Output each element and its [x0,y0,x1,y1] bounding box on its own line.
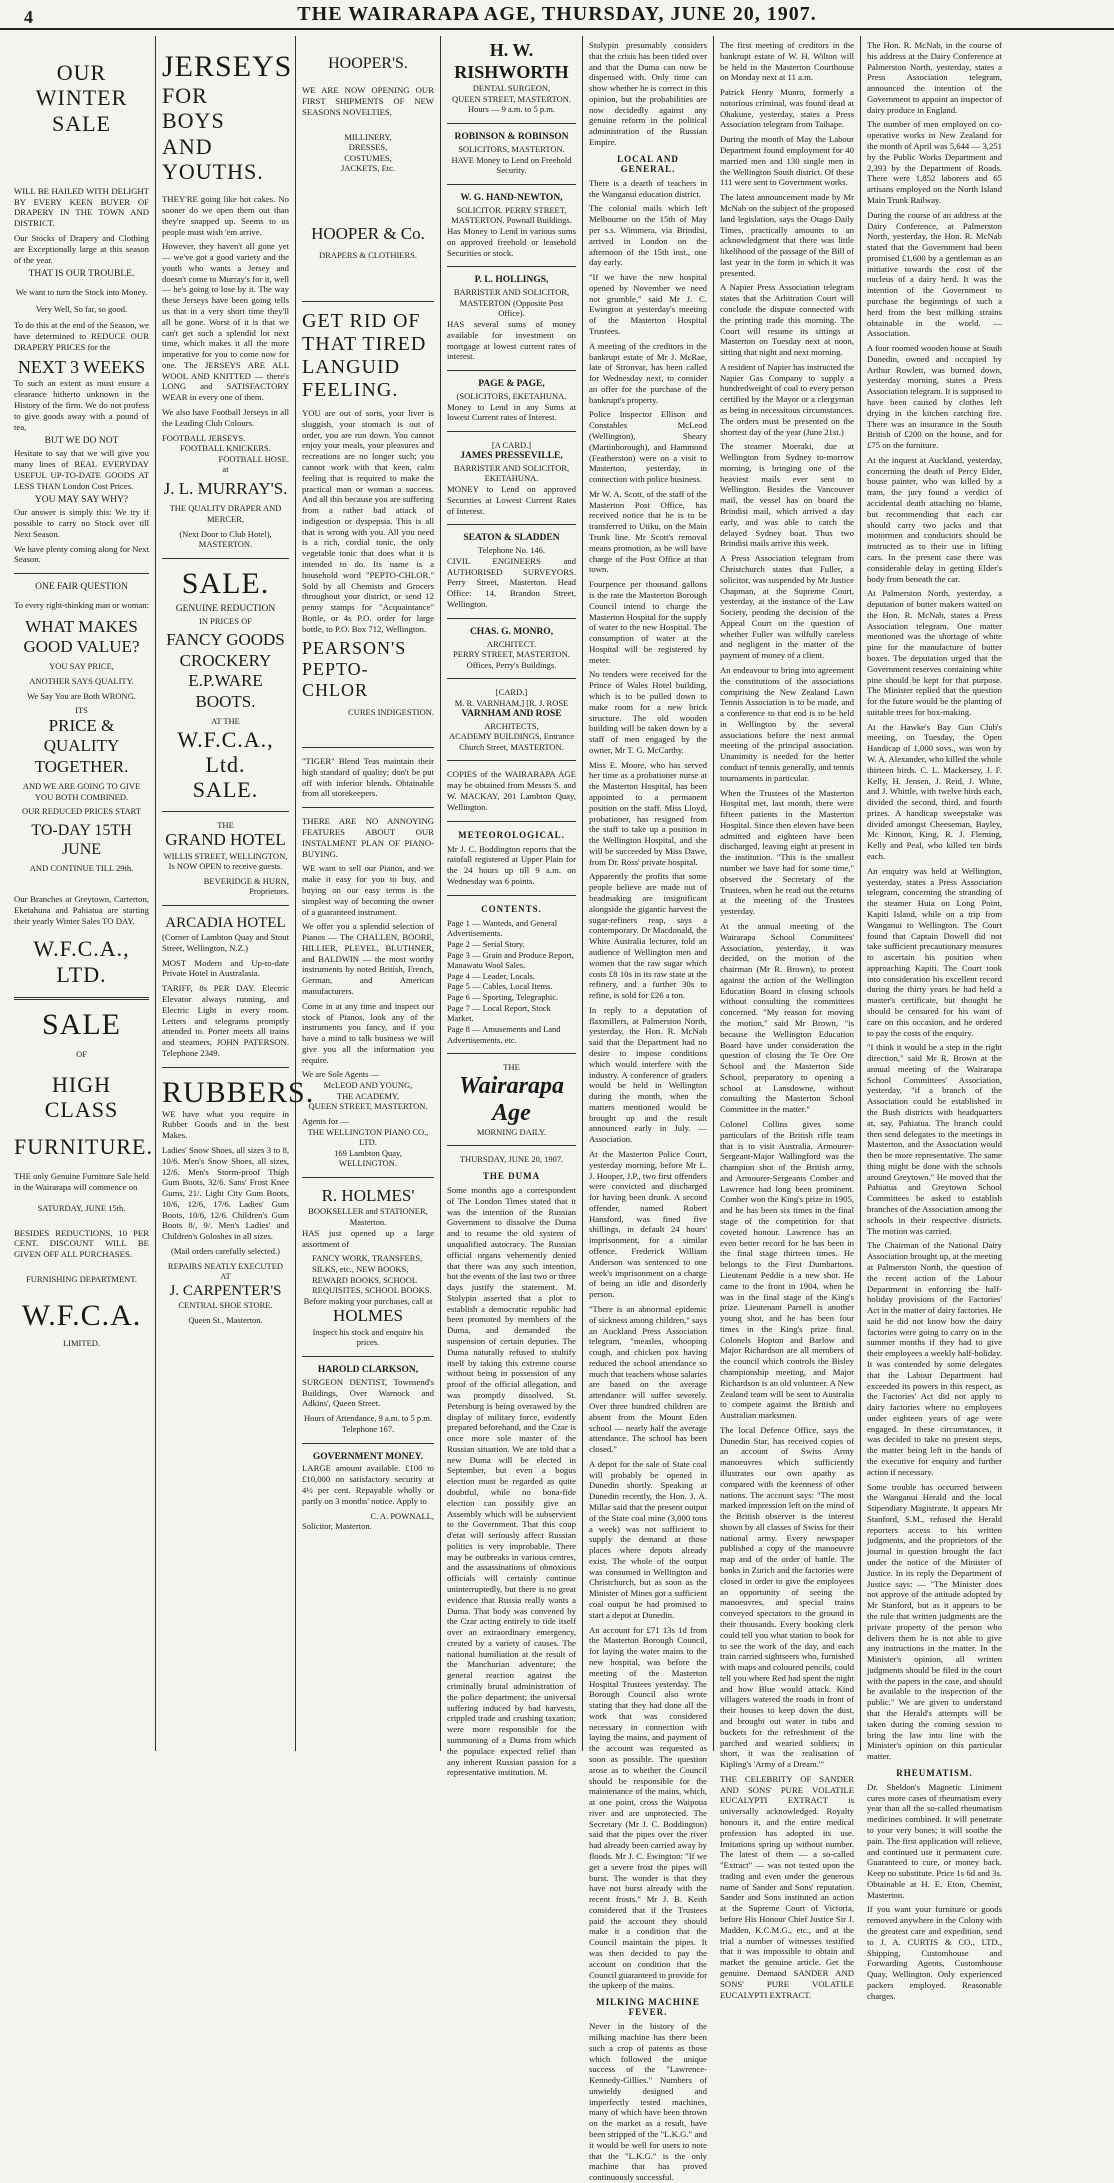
ad-text: WILLIS STREET, WELLINGTON, [163,850,288,861]
news-item: Fourpence per thousand gallons is the rate the Masterton Borough Council intend to charge the Masterton Hospital for the supply of water to the new Hospital. The consumption of water at the Hospital will be registered by meter. [589,579,707,665]
ad-text: FANCY WORK, TRANSFERS, SILKS, etc., NEW BOOKS, REWARD BOOKS, SCHOOL REQUISITES, SCHOOL BOOKS. [312,1253,432,1296]
ad-text: ITS [75,705,88,716]
ad-heading: TO-DAY 15TH JUNE [31,821,132,859]
section-heading: CONTENTS. [481,903,542,914]
ad-text: We offer you a splendid selection of Pianos — The CHALLEN, BOORE, HILLIER, PLEYEL, BLUTHNER, and BALDWIN — the most worthy instruments by noted British, French, German, and American manufacturers. [302,921,434,996]
ad-text: We are Sole Agents — [302,1069,380,1080]
ad-text: To such an extent as must ensure a clearance hitherto unknown in the History of the firm. We do not profess to give goods away with a pound of tea, [14,378,149,432]
card-text: BARRISTER AND SOLICITOR, MASTERTON (Opposite Post Office). [453,287,570,319]
card-text: PERRY STREET, MASTERTON. Offices, Perry's Buildings. [453,649,570,670]
card-heading: H. W. RISHWORTH [454,40,569,82]
news-item: At Palmerston North, yesterday, a deputation of butter makers waited on the Hon. R. McNab, states a Press Association telegram. One matter mentioned was the shortage of white pine for the manufacture of butter boxes. The deputation urged that the Government reserves containing white pine should be kept for that purpose. The Minister replied that the question for the future would be the planting of suitable trees for box-making. [867,588,1002,717]
ad-heading: FOR [162,83,208,108]
ad-heading: WHAT MAKES GOOD VALUE? [23,616,140,656]
ad-text: THE only Genuine Furniture Sale held in the Wairarapa will commence on [14,1171,149,1193]
contents-item: Page 1 — Wanteds, and General Advertisements. [447,917,558,939]
ad-text: IN PRICES OF [199,615,252,626]
ad-text: SATURDAY, JUNE 15th. [37,1202,126,1213]
news-item: A depot for the sale of State coal will probably be opened in Dunedin shortly. Speaking at Dunedin recently, the Hon. J. A. Millar said that the present output of the State coal mine (3,000 tons a week) was not sufficient to supply the demand at those places where depots already exist. The whole of the output was consumed in Wellington and Christchurch, but as soon as the Minister of Mines got a sufficient coal output he had promised to start a depot at Dunedin. [589,1458,707,1620]
ad-text: Our Branches at Greytown, Carterton, Eketahuna and Pahiatua are starting their yearly Winter Sales TO DAY. [14,893,149,926]
news-item: The steamer Moeraki, due at Wellington from Sydney to-morrow morning, is bringing one of the heaviest mails ever sent to Wellington. Besides the Vancouver mail, the vessel has on board the Brindisi mail, which arrived a day early, and was able to catch the delayed Sydney boat. Thus two Brindisi mails arrive this week. [720,441,854,549]
ad-text: JACKETS, Etc. [340,163,396,174]
ad-text: We Say You are Both WRONG. [27,690,136,701]
contents-list [447,918,576,1046]
ad-text: (Next Door to Club Hotel), MASTERTON. [179,528,272,550]
ad-heading: PEARSON'S PEPTO-CHLOR [302,638,407,700]
section-heading: RHEUMATISM. [896,1767,973,1778]
news-item: The local Defence Office, says the Dunedin Star, has received copies of an account of Swiss Army manoeuvres which sufficiently illustrates our own apathy as compared with the keenness of other nations. The account says: "The most marked impression left on the mind of the British observer is the interest shown by all classes of Swiss for their national army. Every newspaper published a copy of the manoeuvre map and of the order of battle. The banks in Zurich and the factories were closed in order to give the employees an opportunity of seeing the manoeuvres, and special trains conveyed spectators to the ground in their thousands. Every booking clerk could tell you what station to book for to see the work of the day, and each train carried sightseers who, furnished with maps and coloured pencils, could tell you where Red had spent the night and how Blue would attack. Kind villagers watered the roads in front of their houses to keep down the dust, and brought out water in tubs and buckets for the refreshment of the parched and wearied soldiers; in short, it was the realisation of Kipling's 'Army of a Dream.'" [720,1424,854,1770]
ad-heading: W.F.C.A., LTD. [33,936,130,987]
card-text: Telephone No. 146. [478,545,545,556]
news-item: Colonel Collins gives some particulars of the British rifle team that is to visit Australia. Armourer-Sergeant-Major Wallingford was the champion shot of the British army, and Armourer-Sergeants Comber and Lawrence had long been prominent. Comber won the King's prize in 1905, and he has been six times in the final stage of the competition for that coveted honour. Lawrence has an even better record for he has been in the final stage thirteen times. He belongs to the First Dumbartons. Lieutenant Peddie is a new shot. He came to the front in 1904, when he was in the final stage of the King's prize. Lieutenant Parnell is another young shot, and he has been four times in the King's prize final. Colonels Hopton and Barlow and Major Richardson are all members of the council which controls the Bisley championship meeting, and Major Richardson is an old volunteer. A New Zealand team will be sent to Australia to compete against the British and Australian marksmen. [720,1119,854,1421]
ad-text: THE ACADEMY, [336,1090,400,1101]
card-heading: W. G. HAND-NEWTON, [460,192,563,203]
news-item: At the inquest at Auckland, yesterday, concerning the death of Percy Elder, house painter, who was killed by a tram, the jury found a verdict of accidental death attaching no blame, but recommending that each car should carry two jacks and that motormen and conductors should be instructed as to their use in lifting cars. In the present case there was considerable delay in getting Elder's body from beneath the car. [867,454,1002,584]
ad-text: Hesitate to say that we will give you many lines of REAL EVERYDAY USEFUL UP-TO-DATE GOODS AT LESS THAN London Cost Prices. [14,448,149,491]
leader-heading: THE DUMA [482,1171,541,1182]
ad-heading: FANCY GOODS CROCKERY E.P.WARE BOOTS. [166,630,285,711]
ad-text: We have plenty coming along for Next Season. [14,543,149,565]
news-item: During the month of May the Labour Department found employment for 40 married men and 130 single men in the Wellington South district. Of these 111 were sent to Government works. [720,134,854,188]
ad-heading: GOVERNMENT MONEY. [312,1451,424,1462]
ad-text: FOOTBALL KNICKERS. [180,443,271,454]
ad-heading: OUR WINTER [35,60,128,111]
ad-text: "TIGER" Blend Teas maintain their high standard of quality; don't be put off with inferior blends. Obtainable from all storekeepers. [302,756,434,799]
news-item: The number of men employed on co-operative works in New Zealand for the month of April was 5,644 — 3,251 by the Public Works Department and 2,393 by the Department of Roads. There were 1,852 laborers and 65 artisans employed on the North Island Main Trunk Railway. [867,119,1002,205]
ad-text: We want to turn the Stock into Money. [15,287,148,298]
ad-text: ANOTHER SAYS QUALITY. [29,676,134,687]
news-item: An enquiry was held at Wellington, yesterday, states a Press Association telegram, concerning the stranding of the steamer Huia on Long Point, Kapiti Island, while on a trip from Wanganui to Wellington. The Court found that Captain Dowell did not take sufficient precautionary measures to ascertain his position when approaching Kapiti. The Court took into consideration his excellent record during the thirty years he had held a master's certificate, but thought he should be censured for his want of care on this occasion, and he ordered to pay the costs of the enquiry. [867,865,1002,1038]
ad-text: Before making your purchases, call at [303,1295,433,1306]
page-title: THE WAIRARAPA AGE, THURSDAY, JUNE 20, 1907. [297,3,817,25]
contents-item: Page 5 — Cables, Local Items. [447,981,553,992]
ad-heading: HOOPER & Co. [311,224,425,244]
ad-text: MILLINERY, [344,131,392,142]
card-text: COPIES of the WAIRARAPA AGE may be obtained from Messrs S. and W. MACKAY, 201 Lambton Quay, Wellington. [447,769,576,812]
card-text: [CARD.] [495,687,528,698]
card-heading: P. L. HOLLINGS, [474,275,549,286]
card-text: SOLICITOR. PERRY STREET, MASTERTON. Pownall Buildings. [451,204,572,226]
card-text: HAS several sums of money available for investment on mortgage at lowest current rates of interest. [447,319,576,362]
news-item: A four roomed wooden house at South Dunedin, owned and occupied by Arthur Rowlett, was burned down, yesterday morning, states a Press Association telegram. It is supposed to have been caused by clothes left drying in the kitchen catching fire. There was an insurance in the South British of £200 on the house, and for £75 on the furniture. [867,343,1002,451]
news-item: No tenders were received for the Prince of Wales Hotel building, which is to be pulled down to make room for a new brick structure. The old wooden building will be taken down by a staff of men engaged by the owner, Mr T. G. McCarthy. [589,669,707,755]
ad-heading: R. HOLMES' [321,1186,415,1206]
card-heading: JAMES PRESSEVILLE, [460,450,563,461]
ad-text: Solicitor, Masterton. [302,1521,372,1532]
section-heading: METEOROLOGICAL. [458,829,565,840]
nameplate-subtitle: MORNING DAILY. [476,1126,547,1137]
ad-text: CURES INDIGESTION. [348,706,434,717]
news-item: The first meeting of creditors in the bankrupt estate of W. H. Wilton will be held in the Masterton Courthouse on Monday next at 11 a.m. [720,40,854,83]
news-item: Mr W. A. Scott, of the staff of the Masterton Post Office, has received notice that he is to be transferred to Utiku, on the Main Trunk line. Mr Scott's removal means promotion, as he will have charge of the Post Office at that town. [589,488,707,575]
card-text: Hours — 9 a.m. to 5 p.m. [468,104,555,115]
ad-text: AND CONTINUE TILL 29th. [29,863,134,874]
ad-text: BOOKSELLER and STATIONER, Masterton. [308,1206,428,1228]
section-heading: MILKING MACHINE FEVER. [596,1997,700,2018]
ad-text: BEVERIDGE & HURN, Proprietors. [203,875,289,897]
ad-heading: YOUTHS. [162,158,264,184]
ad-text: DRAPERS & CLOTHIERS. [319,250,417,261]
ad-heading: SALE [42,1007,121,1041]
ad-heading: PRICE & QUALITY TOGETHER. [34,715,129,776]
ad-text: THE QUALITY DRAPER AND MERCER, [169,503,282,525]
contents-item: Page 7 — Local Report, Stock Market. [447,1002,551,1024]
leader-text: Stolypin presumably considers that the crisis has been tided over and that the Duma can now be dispensed with. Only time can show whether he is correct in this opinion, but the probabilities are now decidedly against any genuine reform in the political administration of the Russian Empire. [589,40,707,148]
ad-heading: SALE. [192,777,259,803]
news-item: A meeting of the creditors in the bankrupt estate of Mr J. McRae, late of Stronvar, has been called for Wednesday next, to consider an offer for the purchase of the bankrupt's property. [589,340,707,405]
ad-text: (Corner of Lambton Quay and Stout Street, Wellington, N.Z.) [162,932,289,953]
ad-text: YOU are out of sorts, your liver is sluggish, your stomach is out of order, you are run down. You cannot enjoy your meals, your pleasures and recreations are no longer such; you cannot work with that keen, calm feeling that is required to make the practical man or woman a success. And all this because you are suffering from a rather bad attack of indigestion or dyspepsia. This is all that is wrong with you. All you need is a rich, cordial tonic, the only vegetable tonic that does what it is intended to do. Its name is a household word "PEPTO-CHLOR." Sold by all Chemists and Grocers throughout your district, or send 12 penny stamps for "Acquaintance" Bottle, or 4s P.O. order for large bottle, to P.O. Box 712, Wellington. [302,408,434,634]
news-item: In reply to a deputation of flaxmillers, at Palmerston North, yesterday, the Hon. R. McNab said that the Department had no desire to impose conditions which would interfere with the industry. A conference of graders would be held in Wellington during the month, when the matters mentioned would be brought up and the result announced early in July. — Association. [589,1004,707,1145]
ad-heading: HAROLD CLARKSON, [317,1365,419,1376]
ad-text: QUEEN STREET, MASTERTON. [308,1101,428,1112]
ad-text: AT THE [211,716,240,727]
ad-text: OUR REDUCED PRICES START [21,806,141,817]
ad-text: To every right-thinking man or woman: [14,599,149,610]
columns [8,36,1106,2183]
section-heading: LOCAL AND GENERAL. [617,153,679,174]
ad-heading: J. CARPENTER'S [169,1282,282,1299]
nameplate: Wairarapa Age [459,1072,564,1126]
ad-heading: FURNITURE. [14,1134,153,1160]
ad-heading: HIGH CLASS [44,1071,119,1122]
ad-text: FURNISHING DEPARTMENT. [26,1273,137,1284]
ad-text: FOOTBALL JERSEYS. [162,432,246,443]
news-item: Miss E. Moore, who has served her time as a probationer nurse at the Masterton Hospital, has been appointed to a permanent position on the staff. Miss Lloyd, probationer, has resigned from the staff to take up a position in the Wellington Hospital, and she will be succeeded by Miss Dawe, from Dr. Ross' private hospital. [589,759,707,867]
news-item: There is a dearth of teachers in the Wanganui education district. [589,177,707,199]
card-text: ARCHITECT. [486,638,537,649]
contents-item: Page 4 — Leader, Locals. [447,970,535,981]
card-text: HAVE Money to Lend on Freehold Security. [451,154,572,176]
news-item: A Napier Press Association telegram states that the Arbitration Court will conclude the dispute connected with the printing trade this morning. The Court will resume its sittings at Masterton on Tuesday next at noon, sitting that night and next morning. [720,282,854,358]
nameplate-prefix: THE [503,1062,520,1073]
ad-text: REPAIRS NEATLY EXECUTED AT [167,1260,284,1282]
card-text: SOLICITORS, MASTERTON. [458,143,565,154]
ad-text: WE want to sell our Pianos, and we make it easy for you to buy, and buying on our easy terms is the simplest way of becoming the owner of a guaranteed instrument. [302,863,434,917]
ad-text: C. A. POWNALL, [370,1510,434,1521]
contents-item: Page 6 — Sporting, Telegraphic. [447,992,559,1003]
ad-text: Is NOW OPEN to receive guests. [168,861,283,872]
news-item: A Press Association telegram from Christchurch states that Fuller, a solicitor, was suspended by Mr Justice Chapman, at the Supreme Court, yesterday, at the instance of the Law Society, pending the decision of the Appeal Court on the question of whether Fuller was wilfully careless and negligent in the matter of the payment of money of a client. [720,553,854,661]
ad-text: YOU MAY SAY WHY? [34,495,129,506]
ad-heading: GET RID OF THAT TIRED LANGUID FEELING. [302,310,427,402]
page-number: 4 [24,7,33,27]
card-heading: CHAS. G. MONRO, [469,626,554,637]
card-text: DENTAL SURGEON, [472,83,551,94]
contents-item: Page 3 — Grain and Produce Report, Manawatu Wool Sales. [447,949,574,971]
news-item: When the Trustees of the Masterton Hospital met, last month, there were fifteen patients in the Masterton Hospital. Since then eleven have been admitted and eighteen have been discharged, leaving eight at present in the institution. "This is the smallest number we have had for some time," observed the Secretary of the Trustees, when he read out the returns at the meeting of the Trustees yesterday. [720,787,854,917]
card-text: Has Money to Lend in various sums on approved freehold or leasehold Securities or stock. [447,225,576,258]
news-item: The colonial mails which left Melbourne on the 15th of May per s.s. Wimmera, via Brindisi, arrived in London on the afternoon of the 15th inst., one day early. [589,203,707,268]
leader-text: Some months ago a correspondent of The London Times stated that it was the intention of the Russian Government to dissolve the Duma and to resume the old system of unqualified autocracy. The Russian official organs vehemently denied that there was any such intention, but the events of the last two or three days justify the statement. M. Stolypin asserted that a plot to establish a democratic republic had been promoted by members of the Duma, and demanded the suspension of certain deputies. The Duma naturally refused to stultify itself by taking this extreme course without being in possession of any proof of the official allegation, and was promptly dissolved. St. Petersburg is being overawed by the display of military force, evidently prepared beforehand, and the Czar is once more sole master of the Russian situation. We are told that a new Duma will be elected in September, but even a bogus election must be regarded as quite doubtful, while no bona-fide election can possibly give an Assembly which will be subservient to the Government. That this coup d'etat will seriously affect Russian politics is very improbable. There may be outbreaks in various centres, and the assassinations of obnoxious officials will certainly continue uninterruptedly, but there is no great evidence that Russia really wants a Duma. That body was convened by the Czar acting entirely to tide itself over an extraordinary emergency, created by a variety of causes. The national humiliation at the result of the Manchurian adventure; the general reaction against the criminally brutal administration of the police department; the universal suffering induced by bad harvests, crippled trade and crushing taxation; were more responsible for the summoning of a Duma from which the populace expected relief than any inherent Russian passion for a representative institution. M. [447,1185,576,1778]
ad-heading: RUBBERS. [162,1075,315,1109]
ad-heading: ARCADIA HOTEL [165,915,286,932]
ad-text: WILL BE HAILED WITH DELIGHT BY EVERY KEEN BUYER OF DRAPERY IN THE TOWN AND DISTRICT. [14,185,149,229]
ad-text: THE WELLINGTON PIANO CO., LTD. [307,1126,429,1148]
ad-text: However, they haven't all gone yet — we've got a good variety and the youth who wants a Jersey and doesn't come to Murray's for it, well — he's going to lose by it. The way these Jerseys have been going tells us that in a very short time they'll all be gone. Worst of it is that we can't get such a splendid lot next time, which makes it all the more imperative for you to come now for one. The JERSEYS ARE ALL WOOL AND KNITTED — there's LONG and SATISFACTORY WEAR in every one of them. [162,241,289,403]
ad-text: at [222,464,229,475]
ad-text: WELLINGTON. [338,1158,398,1169]
ad-text: ONE FAIR QUESTION [35,582,128,593]
advertorial: If you want your furniture or goods removed anywhere in the Colony with the greatest care and expedition, send to J. A. CURTIS & CO., LTD., Shipping, Customhouse and Forwarding Agents, Customhouse Quay, Wellington. Only experienced packers employed. Reasonable charges. [867,1904,1002,2001]
ad-heading: JERSEYS [162,50,293,83]
news-item: An account for £71 13s 1d from the Masterton Borough Council, for laying the water mains to the new hospital, was before the meeting of the Masterton Hospital Trustees yesterday. The Borough Council also wrote stating that they had done all the work that was considered necessary in connection with laying the mains, and payment of the account was requested as soon as possible. The question arose as to whether the Council should be responsible for the maintenance of the mains, which, at one point, cross the Waipoua river and are unprotected. The Secretary (Mr J. C. Boddington) said that the pipes over the river had already been carried away by floods. Mr J. C. Ewington: "If we get a severe frost the pipes will burst. The wonder is that they have not burst already with the recent frosts." Mr J. B. Keith considered that if the Trustees paid the account they should make it a condition that the Council maintain the pipes. It was then decided to pay the account on condition that the Council guaranteed to provide for the upkeep of the mains. [589,1624,707,1991]
ad-heading: SALE [52,110,111,136]
ad-heading: HOLMES [333,1306,403,1326]
ad-text: Ladies' Snow Shoes, all sizes 3 to 8, 10/6. Men's Snow Shoes, all sizes, 12/6. Men's Storm-proof Thigh Gum Boots, 32/6. Sans' Frost Knee Gums, 21/. Light City Gum Boots, 10/6, 12/6, 17/6. Ladies' Gum Boots, 10/6, 12/6. Children's Gum Boots 8/, 9/. Men's Ladies' and Children's Goloshes in all sizes. [162,1145,289,1242]
ad-text: SURGEON DENTIST, Townsend's Buildings, Over Warnock and Adkins', Queen Street. [302,1376,434,1409]
ad-heading: W.F.C.A., Ltd. [177,726,274,777]
advertorial: THE CELEBRITY OF SANDER AND SONS' PURE VOLATILE EUCALYPTI EXTRACT is universally acknowledged. Royalty honours it, and the entire medical profession has adopted its use. Imitations spring up without number. The latest of them — a so-called "Extract" — was not tested upon the trading and even under the generous name of Sander and Sons' reputation. Sander and Sons instituted an action at the Supreme Court of Victoria, before His Honour Chief Justice Sir J. Madden, K.C.M.G., etc., and at the trial a number of witnesses testified that it was impossible to obtain and market the genuine article. Get the genuine. Demand SANDER AND SONS' PURE VOLATILE EUCALYPTI EXTRACT. [720,1773,854,2000]
news-item: At the Hawke's Bay Gun Club's meeting, on Tuesday, the Open Handicap of 1,000 sovs., was won by W. A. Alexander, who killed the whole thirteen birds. C. L. Mackersey, J. F. Kelly, H. Jensen, J. Reid, J. White, and J. Whittle, with twelve birds each, divided the second, third, and fourth prizes. A handicap sweepstake was divided amongst Cheeseman, Bayley, Mc Kinnon, King, R. J. Fleming, Kelly and Peal, who killed ten birds each. [867,721,1002,862]
ad-text: COSTUMES, [344,152,392,163]
ad-text: HAS just opened up a large assortment of [302,1227,434,1249]
column-1-ad-wfca [8,36,156,1751]
ad-text: DRESSES, [348,142,388,153]
ad-text: WE ARE NOW OPENING OUR FIRST SHIPMENTS OF NEW SEASONS NOVELTIES, [302,85,434,117]
ad-text: McLEOD AND YOUNG, [323,1080,413,1091]
advertorial: Dr. Sheldon's Magnetic Liniment cures more cases of rheumatism every year than all the so-called rheumatism medicines combined. It will penetrate to your very bones; it will soothe the pain. The first application will relieve, and continued use it permanent cure. Guaranteed to cure, or money back. Keep no substitute. Price 1s 6d and 3s. Obtainable at H. E. Eton, Chemist, Masterton. [867,1781,1002,1900]
ad-text: THEY'RE going like hot cakes. No sooner do we open them out than they're snapped up. Seems to us people must wish 'em arrive. [162,194,289,237]
column-6-local-news [714,36,861,2000]
ad-text: MOST Modern and Up-to-date Private Hotel in Australasia. [162,957,289,979]
column-3-ads [296,36,441,1751]
ad-text: BUT WE DO NOT [44,436,119,447]
column-5-local-news [583,36,714,2183]
news-item: Police Inspector Ellison and Constables McLeod (Wellington), Sheary (Martinborough), and Hammond (Featherston) were on a visit to Masterton, yesterday, in connection with police business. [589,409,707,485]
ad-text: CENTRAL SHOE STORE. [178,1299,273,1310]
news-item: A resident of Napier has instructed the Napier Gas Company to supply a hundredweight of coal to every person certified by the Mayor or a clergyman as being in necessitous circumstances. The orders must be presented on the shortest day of the year (June 21st.) [720,361,854,437]
ad-text: BESIDES REDUCTIONS, 10 PER CENT. DISCOUNT WILL BE GIVEN OFF ALL PURCHASES. [14,1227,149,1260]
card-text: Money to Lend in any Sums at lowest Current rates of Interest. [447,401,576,423]
card-text: QUEEN STREET, MASTERTON. [451,93,572,104]
ad-text: WE have what you require in Rubber Goods and in the best Makes. [162,1108,289,1141]
article-text: Mr J. C. Boddington reports that the rainfall registered at Upper Plain for the 24 hours up till 9 a.m. on Wednesday was 6 points. [447,843,576,886]
ad-text: Come in at any time and inspect our stock of Pianos, look any of the instruments you fancy, and if you have a mind to talk business we will give you all the information you require. [302,1000,434,1065]
ad-heading: GRAND HOTEL [165,830,286,850]
contents-item: Page 8 — Amusements and Land Advertisements, etc. [447,1023,561,1045]
ad-heading: J. L. MURRAY'S. [163,479,288,499]
news-item: An endeavour to bring into agreement the constitutions of the associations comprising the New Zealand Lawn Tennis Association is to be made, and a conference to that end is to be held in Wellington by the several associations before the next annual meeting of the principal association. Unanimity is needed for the better conduct of tennis generally, and tennis tournaments in particular. [720,664,854,783]
ad-heading: BOYS [162,108,225,134]
ad-text: YOU SAY PRICE, [49,661,114,672]
news-item: During the course of an address at the Dairy Conference, at Palmerston North, yesterday, the Hon. R. McNab stated that the Government had been promised £1,600 by a gentleman as an initiative towards the cost of the nucleus of a dairy herd. It was the intention of the Government to purchase the beginnings of such a herd from the best milking strains obtainable in the world. — Association. [867,209,1002,339]
news-item: The latest announcement made by Mr McNab on the subject of the proposed land legislation, says the Otago Daily Times, practically amounts to an acknowledgment that there was little likelihood of the passage of the Bill of last year in the form in which it was presented. [720,192,854,278]
ad-text: To do this at the end of the Season, we have determined to REDUCE OUR DRAPERY PRICES for the [14,320,149,353]
news-item: At the Masterton Police Court, yesterday morning, before Mr L. J. Hooper, J.P., two first offenders were convicted and discharged for having been drunk. A second offender, named Robert Hansford, was fined five shillings, in default 24 hours' imprisonment, for a similar offence. Frederick William Anderson was sentenced to one week's imprisonment on a charge of being an idle and disorderly person. [589,1149,707,1300]
news-item: The Chairman of the National Dairy Association brought up, at the meeting at Palmerston North, the question of the recent action of the Labour Department in enforcing the half-holiday provisions of the Factories' Act in the matter of dairy factories. He said he did not know how the dairy factories were going to carry on in the summer months if they had to give their employees a weekly half-holiday. It was contended by some delegates that the Labour Department had exceeded its powers in this respect, as the Factories' Act did not apply to dairy factories where no employees under eighteen years of age were engaged. In these circumstances, it was decided to take no present steps, the matter being left in the hands of the executive for enquiry and further action if necessary. [867,1240,1002,1477]
ad-text: THAT IS OUR TROUBLE. [28,269,135,280]
card-text: ACADEMY BUILDINGS, Entrance Church Street, MASTERTON. [448,731,575,752]
news-item: "There is an abnormal epidemic of sickness among children," says an Auckland Press Association telegram, "measles, whooping cough, and chicken pox having reduced the school attendance so much that teachers whose salaries are based on the average attendance will suffer severely. Over three hundred children are absent from the Mount Eden school — nearly half the average attendance. The school has been closed." [589,1303,707,1455]
card-text: ARCHITECTS, [484,720,539,731]
contents-item: Page 2 — Serial Story. [447,938,525,949]
ad-text: LIMITED. [62,1337,101,1348]
card-text: CIVIL ENGINEERS and AUTHORISED SURVEYORS. Perry Street, Masterton. Head Office: 14, Brandon Street, Wellington. [447,555,576,609]
card-heading: ROBINSON & ROBINSON [454,132,569,143]
news-item: Patrick Henry Munro, formerly a notorious criminal, was found dead at Ohakune, yesterday, states a Press Association telegram from Taihape. [720,87,854,130]
ad-text: We also have Football Jerseys in all the Leading Club Colours. [162,407,289,428]
news-item: Apparently the profits that some people believe are made out of beadmaking are insignificant alongside the gigantic harvest the sugar-refiners reap, says a contemporary. Dr Macdonald, the White Australia lecturer, told an audience of Wellington men and women that the raw sugar which costs £8 10s in its raw state at the refinery, and a further 30s to refine, is sold for £26 a ton. [589,871,707,1001]
card-heading: VARNHAM AND ROSE [461,708,562,719]
masthead [0,0,1114,30]
news-item: "I think it would be a step in the right direction," said Mr R. Brown at the annual meeting of the Wairarapa School Committees' Association, yesterday, "if a branch of the Association could be established in the Bush districts with headquarters at, say, Pahiatua. The branch could then send delegates to the meetings in Masterton, and the Association would then be more representative. The same thing might be done with the schools around Greytown." He moved that the Pahiatua and Greytown School Committees be asked to establish branches of the Association among the schools in their respective districts. The motion was carried. [867,1042,1002,1236]
ad-heading: AND [162,133,213,159]
ad-text: AND WE ARE GOING TO GIVE YOU BOTH COMBINED. [22,781,141,802]
column-7-local-news [861,36,1008,2001]
ad-text: Our answer is simply this: We try if possible to carry no Stock over till Next Season. [14,507,149,539]
card-text: MONEY to Lend on approved Securities at Lowest Current Rates of Interest. [447,483,576,516]
ad-text: FOOTBALL HOSE. [218,453,289,464]
ad-text: OF [76,1048,87,1059]
ad-heading: NEXT 3 WEEKS [17,356,146,377]
ad-text: THE [217,819,234,830]
ad-text: Agents for — [302,1115,349,1126]
ad-heading: SALE. [181,566,270,600]
ad-text: 169 Lambton Quay, [334,1147,402,1158]
ad-text: Hours of Attendance, 9 a.m. to 5 p.m. Telephone 167. [304,1413,432,1434]
news-item: Some trouble has occurred between the Wanganui Herald and the local Stipendiary Magistrate. It appears Mr Stanford, S.M., refused the Herald reporters access to his written judgments, and the proprietors of the journal in question brought the fact under the notice of the Minister of Justice. In its reply the Department of Justice says: — "The Minister does not approve of the attitude adopted by Mr Stanford, but as it appears to be the rule that written judgments are the private property of the person who delivers them he is not able to give any instructions in the matter. In the Minister's opinion, all written judgments should be filed in the court with the papers in the case, and should be available to the inspection of the public." We are given to understand that the Herald's attempts will be taken during the coming session to bring the law into line with the Minister's opinion on this particular matter. [867,1481,1002,1762]
ad-text: (Mail orders carefully selected.) [170,1246,281,1257]
column-2-ads [156,36,315,1751]
ad-text: Inspect his stock and enquire his prices. [312,1326,424,1348]
card-text: (SOLICITORS, EKETAHUNA. [456,391,567,402]
card-text: [A CARD.] [491,440,532,451]
ad-text: Queen St., Masterton. [188,1314,263,1325]
news-item: "If we have the new hospital opened by November we need not grumble," said Mr J. C. Ewington at yesterday's meeting of the Masterton Hospital Trustees. [589,272,707,336]
ad-heading: HOOPER'S. [328,55,408,72]
news-item: Never in the history of the milking machine has there been such a crop of patents as those which followed the unique success of the "Lawrence-Kennedy-Gillies." Numbers of unwieldy designed and imperfectly tested machines, many of which have been thrown on the market as a result, have been stripped of the "L.K.G." and it would be well for users to note that the "L.K.G." is the only machine that has proved continuously successful. [589,2021,707,2183]
ad-text: Very Well, So far, so good. [35,303,128,314]
issue-date: THURSDAY, JUNE 20, 1907. [459,1154,564,1165]
news-item: At the annual meeting of the Wairarapa School Committees' Association, yesterday, it was decided, on the motion of the chairman (Mr R. Brown), to protest against the action of the Wellington Education Board in closing schools without consulting the committees concerned. "My reason for moving the motion," said Mr Brown, "is because the Wellington Education Board have under consideration the question of closing the Te Ore Ore School and the Masterton Side School, preparatory to opening a school at Lansdowne, without consulting the Masterton School Committee in the matter." [720,920,854,1115]
column-4-cards-and-leader [441,36,583,1778]
news-item: The Hon. R. McNab, in the course of his address at the Dairy Conference at Palmerston North, yesterday, states a Press Association telegram, announced the intention of the Government to appoint an inspector of dairy produce in England. [867,40,1002,115]
card-heading: PAGE & PAGE, [478,379,545,390]
ad-text: Our Stocks of Drapery and Clothing are Exceptionally large at this season of the year. [14,233,149,265]
ad-text: TARIFF, 8s PER DAY. Electric Elevator always running, and Electric Light in every room. Letters and telegrams promptly attended to. Porter meets all trains and steamers, JOHN PATERSON. Telephone 2349. [162,983,289,1058]
card-text: M. R. VARNHAM,] [R. J. ROSE [454,698,569,709]
card-text: BARRISTER AND SOLICITOR, EKETAHUNA. [453,462,570,484]
ad-text: LARGE amount available. £100 to £10,000 on satisfactory security at 4½ per cent. Repayable wholly or partly on 3 months' notice. Apply to [302,1463,434,1506]
ad-text: GENUINE REDUCTION [175,603,276,614]
ad-heading: W.F.C.A. [21,1298,142,1332]
ad-text: THERE ARE NO ANNOYING FEATURES ABOUT OUR INSTALMENT PLAN OF PIANO-BUYING. [302,816,434,859]
card-heading: SEATON & SLADDEN [463,533,560,544]
